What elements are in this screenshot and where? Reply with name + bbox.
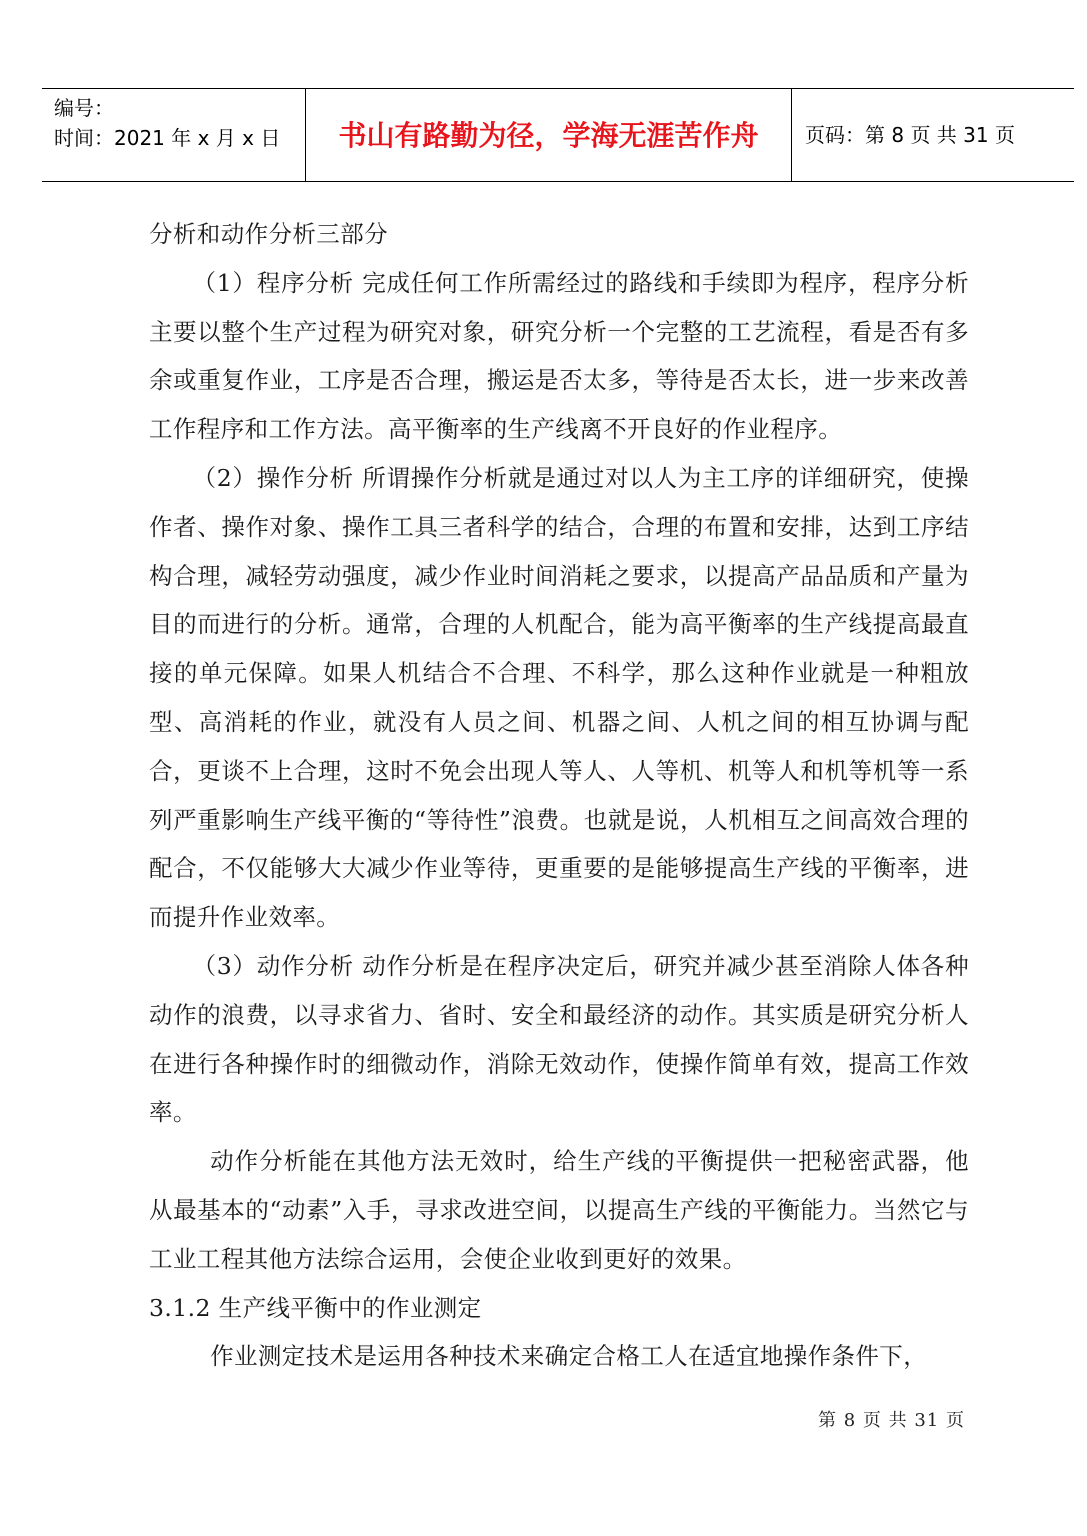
body-paragraph: 作业测定技术是运用各种技术来确定合格工人在适宜地操作条件下， [210, 1342, 928, 1371]
section-heading: 3.1.2 生产线平衡中的作业测定 [149, 1293, 482, 1322]
document-number-label: 编号： [54, 96, 114, 120]
document-date: 时间：2021 年 x 月 x 日 [54, 126, 281, 150]
body-paragraph: （2）操作分析 所谓操作分析就是通过对以人为主工序的详细研究，使操作者、操作对象、操作工具三者科学的结合，合理的布置和安排，达到工序结构合理，减轻劳动强度，减少作业时间消耗之要求，以提高产品品质和产量为目的而进行的分析。通常，合理的人机配合，能为高平衡率的生产线提高最直接的单元保障。如果人机结合不合理、不科学，那么这种作业就是一种粗放型、高消耗的作业，就没有人员之间、机器之间、人机之间的相互协调与配合，更谈不上合理，这时不免会出现人等人、人等机、机等人和机等机等一系列严重影响生产线平衡的“等待性”浪费。也就是说，人机相互之间高效合理的配合，不仅能够大大减少作业等待，更重要的是能够提高生产线的平衡率，进而提升作业效率。 [149, 463, 969, 932]
header-motto: 书山有路勤为径，学海无涯苦作舟 [338, 119, 759, 152]
header-meta [54, 93, 280, 153]
header-page-info: 页码：第 8 页 共 31 页 [805, 123, 1015, 147]
page-header [42, 88, 1074, 182]
body-paragraph: 动作分析能在其他方法无效时，给生产线的平衡提供一把秘密武器，他从最基本的“动素”入手，寻求改进空间，以提高生产线的平衡能力。当然它与工业工程其他方法综合运用，会使企业收到更好的效果。 [149, 1147, 969, 1273]
body-paragraph: 分析和动作分析三部分 [149, 220, 388, 248]
header-divider [791, 89, 792, 181]
page-footer: 第 8 页 共 31 页 [818, 1410, 965, 1431]
body-paragraph: （3）动作分析 动作分析是在程序决定后，研究并减少甚至消除人体各种动作的浪费，以寻求省力、省时、安全和最经济的动作。其实质是研究分析人在进行各种操作时的细微动作，消除无效动作，使操作简单有效，提高工作效率。 [149, 951, 969, 1127]
body-paragraph: （1）程序分析 完成任何工作所需经过的路线和手续即为程序，程序分析主要以整个生产过程为研究对象，研究分析一个完整的工艺流程，看是否有多余或重复作业，工序是否合理，搬运是否太多，等待是否太长，进一步来改善工作程序和工作方法。高平衡率的生产线离不开良好的作业程序。 [149, 268, 969, 444]
document-body [149, 210, 969, 1381]
